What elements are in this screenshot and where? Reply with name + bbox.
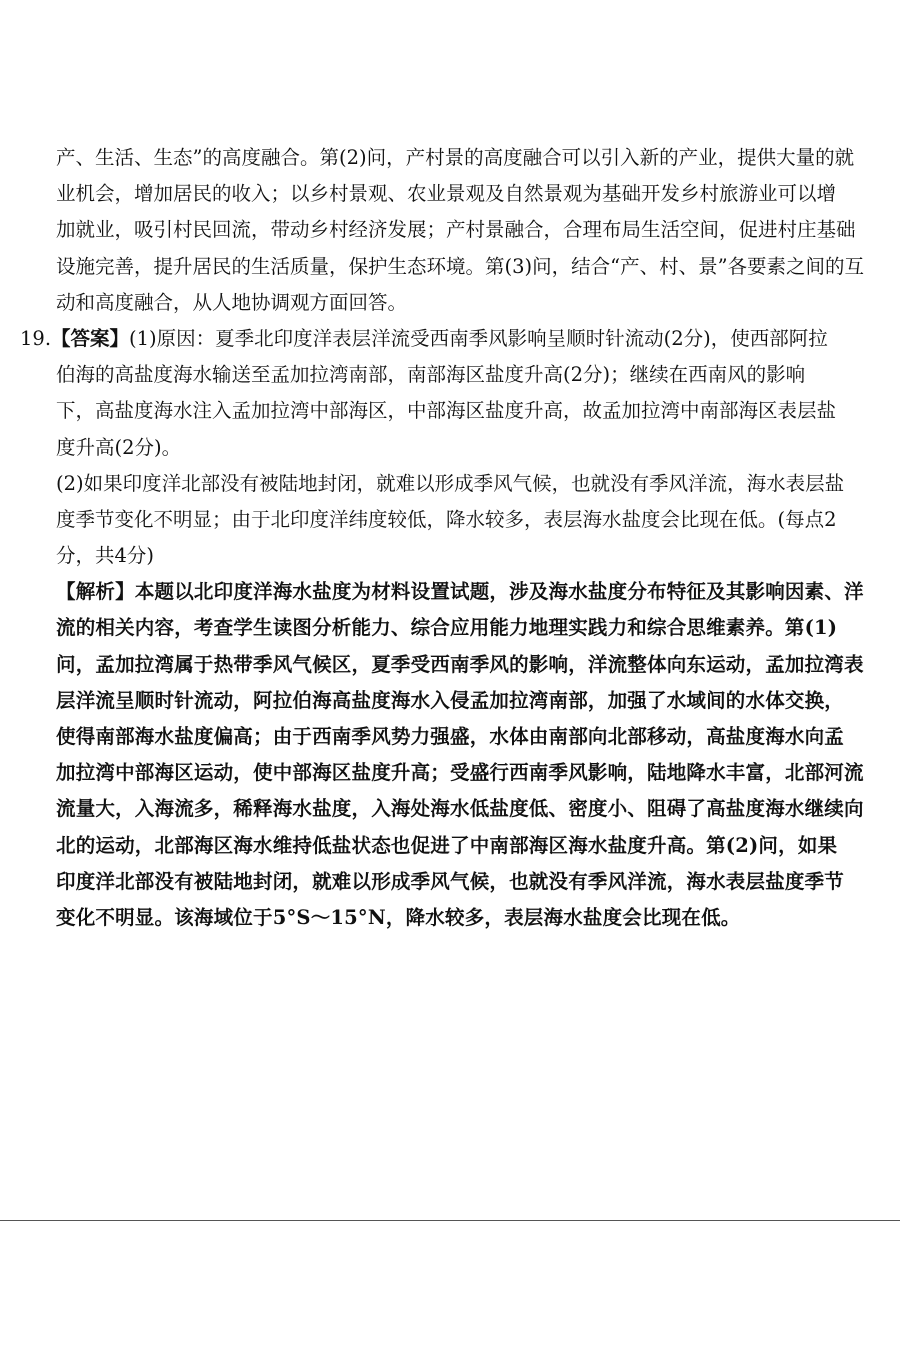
- answer-line: 分，共4分): [56, 544, 155, 568]
- prev-explanation-line: 动和高度融合，从人地协调观方面回答。: [56, 290, 408, 314]
- question-19-answer-first-line: [20, 321, 866, 357]
- prev-explanation-line: 产、生活、生态”的高度融合。第(2)问，产村景的高度融合可以引入新的产业，提供大量的就: [56, 146, 855, 169]
- answer-line: 伯海的高盐度海水输送至孟加拉湾南部，南部海区盐度升高(2分)；继续在西南风的影响: [56, 363, 806, 387]
- analysis-tag: 【解析】: [56, 580, 135, 604]
- answer-line: 度升高(2分)。: [56, 435, 182, 459]
- answer-tag: 【答案】: [51, 326, 130, 350]
- question-number: 19.: [20, 326, 52, 350]
- answer-text-block: [20, 140, 866, 936]
- analysis-line: 问，孟加拉湾属于热带季风气候区，夏季受西南季风的影响，洋流整体向东运动，孟加拉湾表: [56, 652, 864, 676]
- answer-text: (1)原因：夏季北印度洋表层洋流受西南季风影响呈顺时针流动(2分)，使西部阿拉: [129, 326, 828, 350]
- analysis-line: 流量大，入海流多，稀释海水盐度，入海处海水低盐度低、密度小、阻碍了高盐度海水继续向: [56, 797, 864, 821]
- footer-divider: [0, 1220, 900, 1221]
- analysis-line: 使得南部海水盐度偏高；由于西南季风势力强盛，水体由南部向北部移动，高盐度海水向孟: [56, 725, 845, 748]
- analysis-line: 流的相关内容，考查学生读图分析能力、综合应用能力地理实践力和综合思维素养。第(1): [56, 616, 838, 640]
- prev-explanation-line: 加就业，吸引村民回流，带动乡村经济发展；产村景融合，合理布局生活空间，促进村庄基础: [56, 218, 856, 242]
- answer-line: 度季节变化不明显；由于北印度洋纬度较低，降水较多，表层海水盐度会比现在低。(每点2: [56, 507, 837, 531]
- analysis-line: 变化不明显。该海域位于5°S～15°N，降水较多，表层海水盐度会比现在低。: [56, 905, 741, 929]
- prev-explanation-line: 业机会，增加居民的收入；以乡村景观、农业景观及自然景观为基础开发乡村旅游业可以增: [56, 182, 837, 206]
- answer-line: 下，高盐度海水注入孟加拉湾中部海区，中部海区盐度升高，故孟加拉湾中南部海区表层盐: [56, 399, 837, 423]
- answer-line: (2)如果印度洋北部没有被陆地封闭，就难以形成季风气候，也就没有季风洋流，海水表层盐: [56, 471, 845, 495]
- prev-explanation-line: 设施完善，提升居民的生活质量，保护生态环境。第(3)问，结合“产、村、景”各要素之间的互: [56, 254, 865, 278]
- analysis-line: 印度洋北部没有被陆地封闭，就难以形成季风气候，也就没有季风洋流，海水表层盐度季节: [56, 869, 845, 893]
- analysis-line: 加拉湾中部海区运动，使中部海区盐度升高；受盛行西南季风影响，陆地降水丰富，北部河流: [56, 761, 864, 785]
- analysis-text: 本题以北印度洋海水盐度为材料设置试题，涉及海水盐度分布特征及其影响因素、洋: [134, 580, 864, 604]
- analysis-first-line: [56, 574, 866, 610]
- analysis-line: 北的运动，北部海区海水维持低盐状态也促进了中南部海区海水盐度升高。第(2)问，如果: [56, 833, 838, 857]
- analysis-line: 层洋流呈顺时针流动，阿拉伯海高盐度海水入侵孟加拉湾南部，加强了水域间的水体交换，: [56, 688, 845, 712]
